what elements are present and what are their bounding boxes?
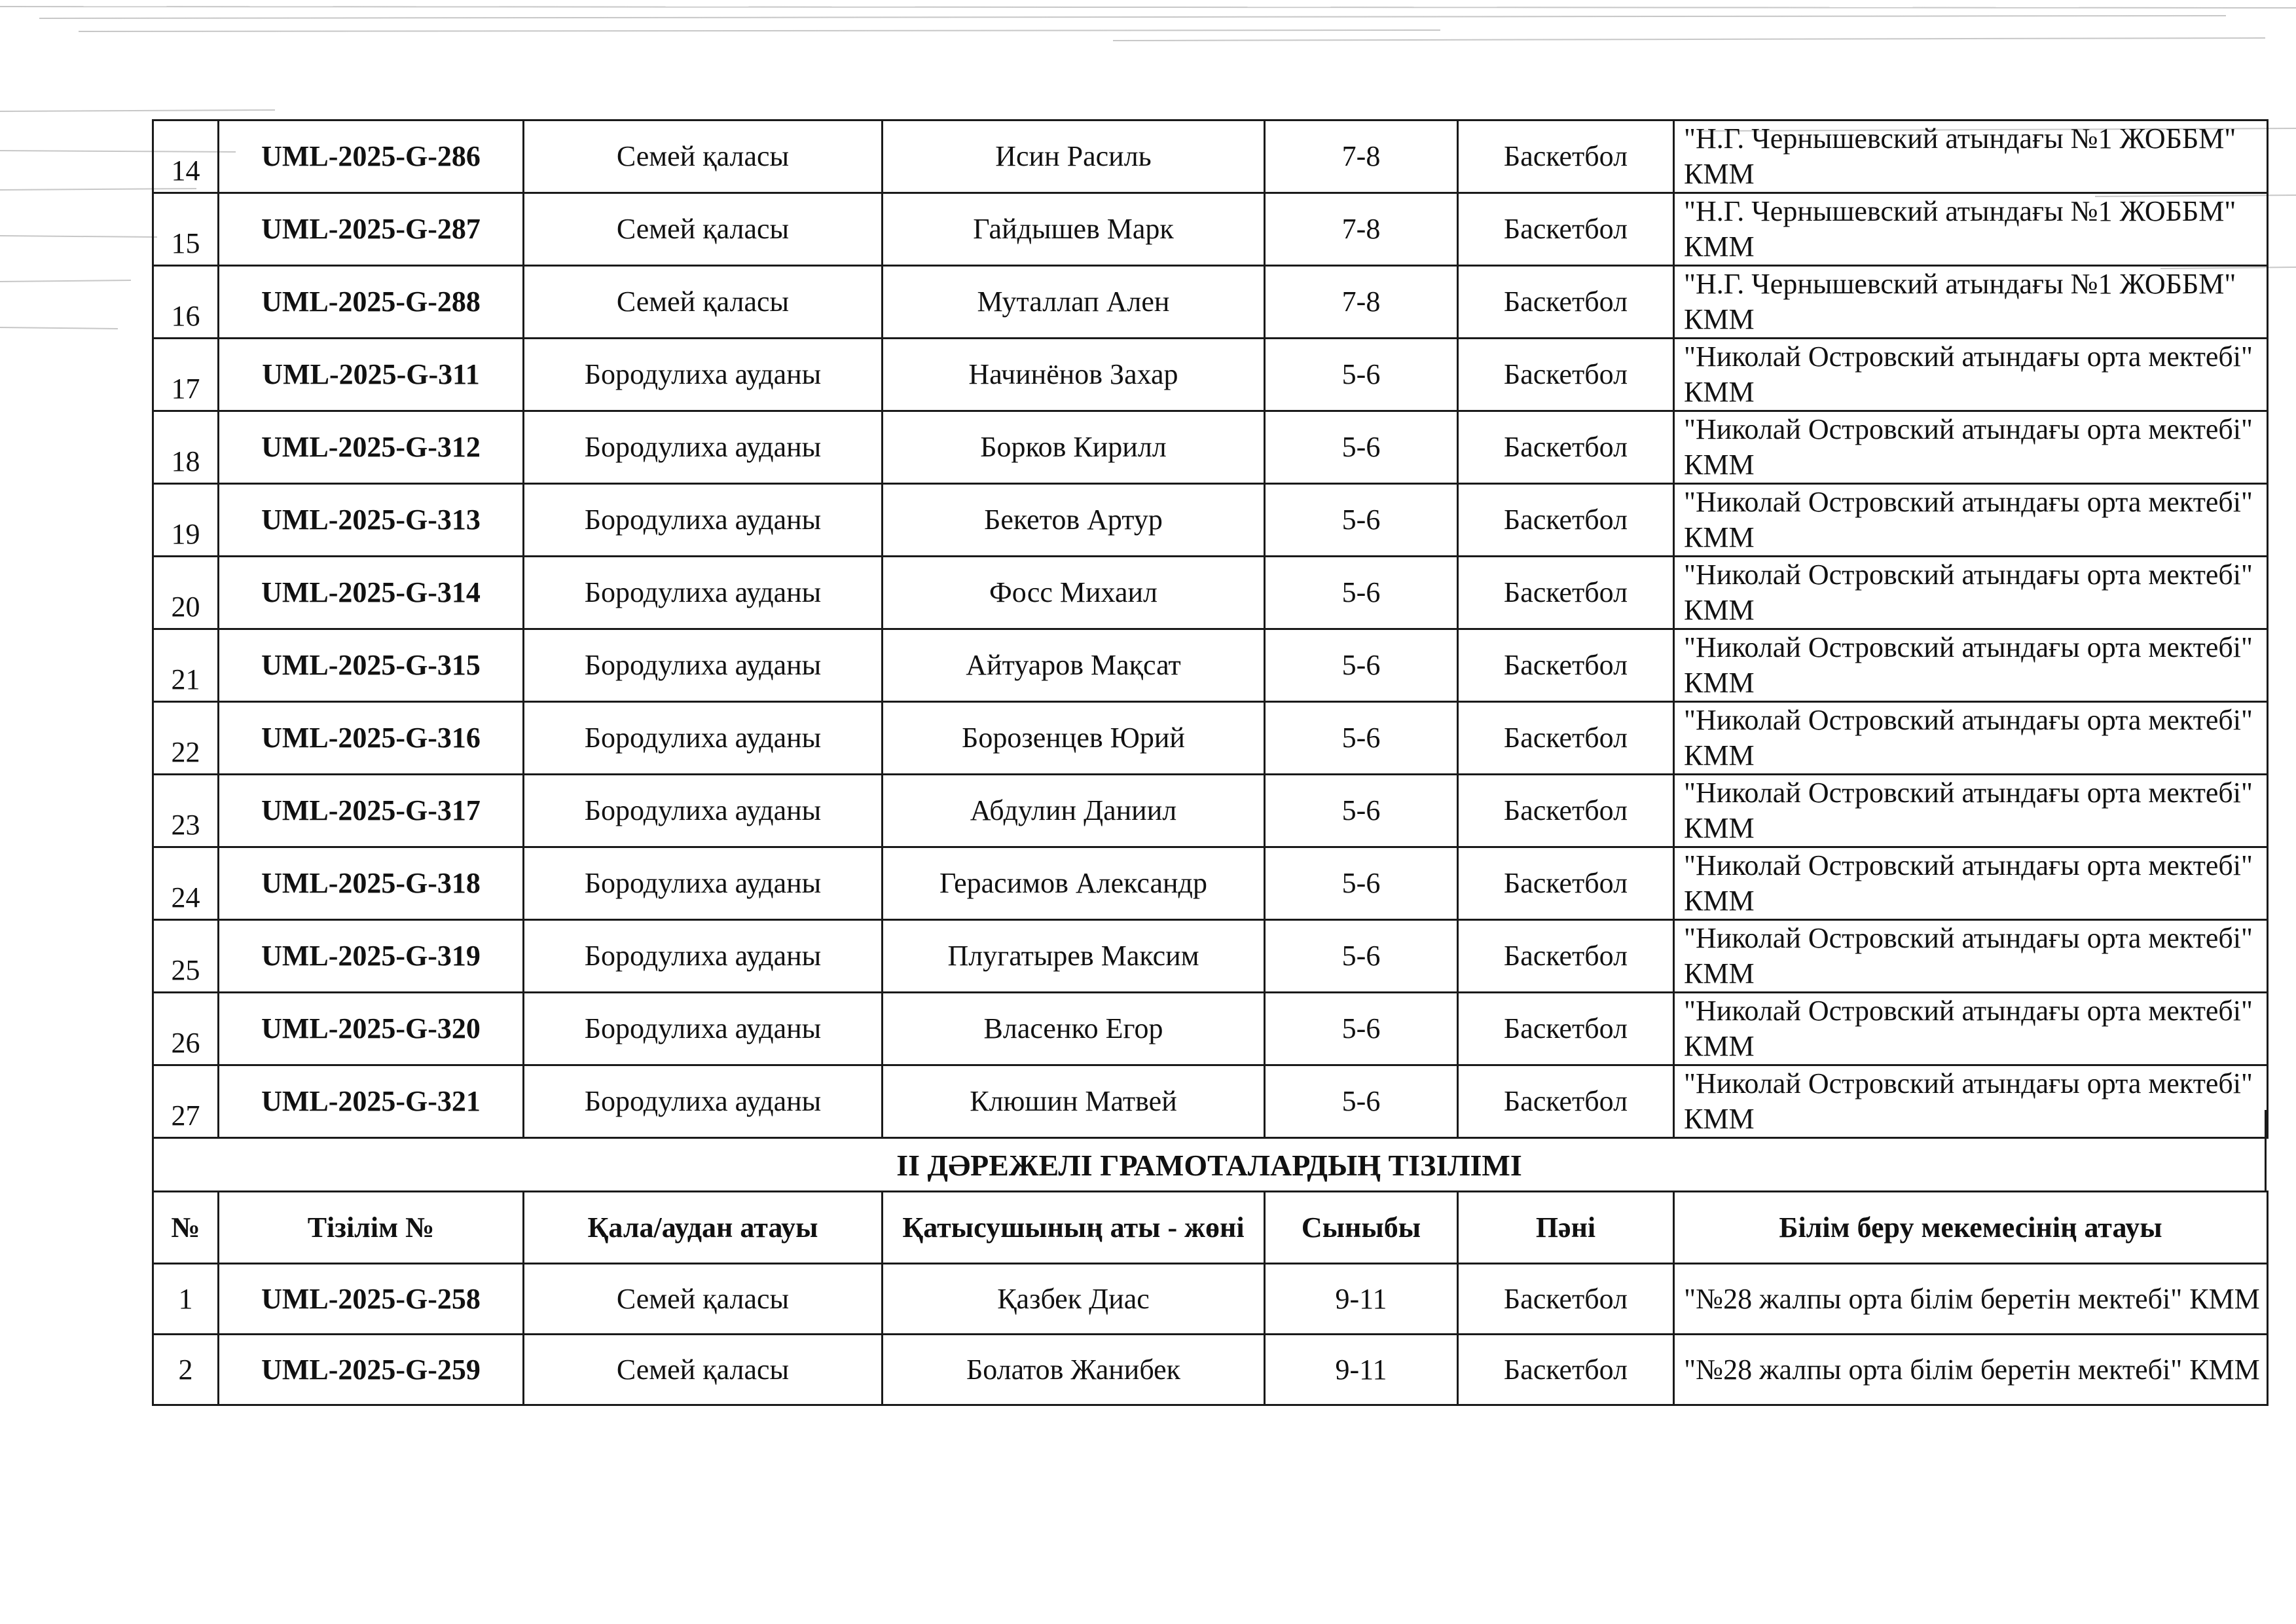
row-number-cell: 23 <box>153 775 219 847</box>
grade-cell: 5-6 <box>1265 847 1458 920</box>
grade-cell: 5-6 <box>1265 339 1458 411</box>
registry-number-cell: UML-2025-G-318 <box>219 847 524 920</box>
participant-name-cell: Герасимов Александр <box>883 847 1265 920</box>
city-district-cell: Бородулиха ауданы <box>524 339 883 411</box>
participant-name-cell: Плугатырев Максим <box>883 920 1265 993</box>
subject-cell: Баскетбол <box>1458 847 1674 920</box>
school-name-cell: "Николай Островский атындағы орта мектебі" КММ <box>1674 557 2268 629</box>
grade-cell: 9-11 <box>1265 1335 1458 1405</box>
table-row <box>153 775 2268 847</box>
row-number-cell: 25 <box>153 920 219 993</box>
grade-cell: 5-6 <box>1265 775 1458 847</box>
grade-cell: 5-6 <box>1265 1065 1458 1138</box>
school-name-cell: "Николай Островский атындағы орта мектебі" КММ <box>1674 484 2268 557</box>
city-district-cell: Семей қаласы <box>524 1335 883 1405</box>
registry-number-cell: UML-2025-G-317 <box>219 775 524 847</box>
registry-number-cell: UML-2025-G-258 <box>219 1264 524 1335</box>
participant-name-cell: Айтуаров Мақсат <box>883 629 1265 702</box>
row-number-cell: 2 <box>153 1335 219 1405</box>
city-district-cell: Бородулиха ауданы <box>524 484 883 557</box>
table-row <box>153 266 2268 339</box>
table-row <box>153 484 2268 557</box>
subject-cell: Баскетбол <box>1458 920 1674 993</box>
subject-cell: Баскетбол <box>1458 557 1674 629</box>
participant-name-cell: Бекетов Артур <box>883 484 1265 557</box>
city-district-cell: Семей қаласы <box>524 1264 883 1335</box>
table-header-row <box>153 1192 2268 1264</box>
school-name-cell: "Николай Островский атындағы орта мектебі" КММ <box>1674 993 2268 1065</box>
grade-cell: 5-6 <box>1265 629 1458 702</box>
row-number-cell: 16 <box>153 266 219 339</box>
participant-name-cell: Фосс Михаил <box>883 557 1265 629</box>
registry-number-cell: UML-2025-G-316 <box>219 702 524 775</box>
grade-cell: 5-6 <box>1265 993 1458 1065</box>
second-degree-list-table <box>152 1190 2269 1406</box>
header-no: № <box>153 1192 219 1264</box>
row-number-cell: 21 <box>153 629 219 702</box>
table-row <box>153 993 2268 1065</box>
participant-name-cell: Муталлап Ален <box>883 266 1265 339</box>
row-number-cell: 26 <box>153 993 219 1065</box>
registry-number-cell: UML-2025-G-320 <box>219 993 524 1065</box>
city-district-cell: Семей қаласы <box>524 193 883 266</box>
subject-cell: Баскетбол <box>1458 120 1674 193</box>
school-name-cell: "Николай Островский атындағы орта мектебі" КММ <box>1674 847 2268 920</box>
header-grade: Сыныбы <box>1265 1192 1458 1264</box>
registry-number-cell: UML-2025-G-315 <box>219 629 524 702</box>
grade-cell: 7-8 <box>1265 120 1458 193</box>
certificate-list-table <box>152 119 2269 1139</box>
city-district-cell: Бородулиха ауданы <box>524 920 883 993</box>
registry-number-cell: UML-2025-G-319 <box>219 920 524 993</box>
table-row <box>153 193 2268 266</box>
participant-name-cell: Власенко Егор <box>883 993 1265 1065</box>
section-title: II ДӘРЕЖЕЛІ ГРАМОТАЛАРДЫҢ ТІЗІЛІМІ <box>896 1149 1522 1182</box>
subject-cell: Баскетбол <box>1458 1264 1674 1335</box>
registry-number-cell: UML-2025-G-286 <box>219 120 524 193</box>
header-subject: Пәні <box>1458 1192 1674 1264</box>
school-name-cell: "Николай Островский атындағы орта мектебі" КММ <box>1674 920 2268 993</box>
participant-name-cell: Борозенцев Юрий <box>883 702 1265 775</box>
participant-name-cell: Болатов Жанибек <box>883 1335 1265 1405</box>
participant-name-cell: Борков Кирилл <box>883 411 1265 484</box>
school-name-cell: "Николай Островский атындағы орта мектебі" КММ <box>1674 1065 2268 1138</box>
row-number-cell: 18 <box>153 411 219 484</box>
school-name-cell: "Н.Г. Чернышевский атындағы №1 ЖОББМ" КММ <box>1674 120 2268 193</box>
school-name-cell: "Н.Г. Чернышевский атындағы №1 ЖОББМ" КММ <box>1674 193 2268 266</box>
table-row <box>153 411 2268 484</box>
row-number-cell: 20 <box>153 557 219 629</box>
registry-number-cell: UML-2025-G-287 <box>219 193 524 266</box>
subject-cell: Баскетбол <box>1458 339 1674 411</box>
registry-number-cell: UML-2025-G-312 <box>219 411 524 484</box>
subject-cell: Баскетбол <box>1458 266 1674 339</box>
subject-cell: Баскетбол <box>1458 193 1674 266</box>
table-row <box>153 339 2268 411</box>
table-row <box>153 1335 2268 1405</box>
table-row <box>153 847 2268 920</box>
row-number-cell: 17 <box>153 339 219 411</box>
header-name: Қатысушының аты - жөні <box>883 1192 1265 1264</box>
school-name-cell: "Николай Островский атындағы орта мектебі" КММ <box>1674 702 2268 775</box>
school-name-cell: "Николай Островский атындағы орта мектебі" КММ <box>1674 339 2268 411</box>
table-row <box>153 557 2268 629</box>
row-number-cell: 15 <box>153 193 219 266</box>
school-name-cell: "Н.Г. Чернышевский атындағы №1 ЖОББМ" КММ <box>1674 266 2268 339</box>
registry-number-cell: UML-2025-G-314 <box>219 557 524 629</box>
row-number-cell: 27 <box>153 1065 219 1138</box>
registry-number-cell: UML-2025-G-313 <box>219 484 524 557</box>
school-name-cell: "№28 жалпы орта білім беретін мектебі" КММ <box>1674 1335 2268 1405</box>
registry-number-cell: UML-2025-G-288 <box>219 266 524 339</box>
table-row <box>153 702 2268 775</box>
row-number-cell: 1 <box>153 1264 219 1335</box>
city-district-cell: Бородулиха ауданы <box>524 411 883 484</box>
table-row <box>153 629 2268 702</box>
subject-cell: Баскетбол <box>1458 702 1674 775</box>
school-name-cell: "Николай Островский атындағы орта мектебі" КММ <box>1674 411 2268 484</box>
row-number-cell: 19 <box>153 484 219 557</box>
participant-name-cell: Гайдышев Марк <box>883 193 1265 266</box>
city-district-cell: Бородулиха ауданы <box>524 1065 883 1138</box>
city-district-cell: Бородулиха ауданы <box>524 847 883 920</box>
grade-cell: 7-8 <box>1265 193 1458 266</box>
city-district-cell: Бородулиха ауданы <box>524 775 883 847</box>
grade-cell: 9-11 <box>1265 1264 1458 1335</box>
participant-name-cell: Начинёнов Захар <box>883 339 1265 411</box>
header-school: Білім беру мекемесінің атауы <box>1674 1192 2268 1264</box>
school-name-cell: "Николай Островский атындағы орта мектебі" КММ <box>1674 775 2268 847</box>
grade-cell: 5-6 <box>1265 411 1458 484</box>
header-reg: Тізілім № <box>219 1192 524 1264</box>
subject-cell: Баскетбол <box>1458 411 1674 484</box>
city-district-cell: Семей қаласы <box>524 266 883 339</box>
participant-name-cell: Исин Расиль <box>883 120 1265 193</box>
school-name-cell: "Николай Островский атындағы орта мектебі" КММ <box>1674 629 2268 702</box>
city-district-cell: Бородулиха ауданы <box>524 557 883 629</box>
registry-number-cell: UML-2025-G-321 <box>219 1065 524 1138</box>
subject-cell: Баскетбол <box>1458 1335 1674 1405</box>
header-city: Қала/аудан атауы <box>524 1192 883 1264</box>
participant-name-cell: Клюшин Матвей <box>883 1065 1265 1138</box>
city-district-cell: Бородулиха ауданы <box>524 629 883 702</box>
city-district-cell: Бородулиха ауданы <box>524 702 883 775</box>
city-district-cell: Бородулиха ауданы <box>524 993 883 1065</box>
city-district-cell: Семей қаласы <box>524 120 883 193</box>
grade-cell: 5-6 <box>1265 702 1458 775</box>
subject-cell: Баскетбол <box>1458 629 1674 702</box>
row-number-cell: 22 <box>153 702 219 775</box>
subject-cell: Баскетбол <box>1458 484 1674 557</box>
row-number-cell: 14 <box>153 120 219 193</box>
subject-cell: Баскетбол <box>1458 775 1674 847</box>
table-row <box>153 1264 2268 1335</box>
table-row <box>153 120 2268 193</box>
table-row <box>153 920 2268 993</box>
grade-cell: 5-6 <box>1265 484 1458 557</box>
participant-name-cell: Абдулин Даниил <box>883 775 1265 847</box>
school-name-cell: "№28 жалпы орта білім беретін мектебі" КММ <box>1674 1264 2268 1335</box>
grade-cell: 5-6 <box>1265 557 1458 629</box>
registry-number-cell: UML-2025-G-259 <box>219 1335 524 1405</box>
registry-number-cell: UML-2025-G-311 <box>219 339 524 411</box>
grade-cell: 5-6 <box>1265 920 1458 993</box>
subject-cell: Баскетбол <box>1458 993 1674 1065</box>
grade-cell: 7-8 <box>1265 266 1458 339</box>
participant-name-cell: Қазбек Диас <box>883 1264 1265 1335</box>
row-number-cell: 24 <box>153 847 219 920</box>
subject-cell: Баскетбол <box>1458 1065 1674 1138</box>
